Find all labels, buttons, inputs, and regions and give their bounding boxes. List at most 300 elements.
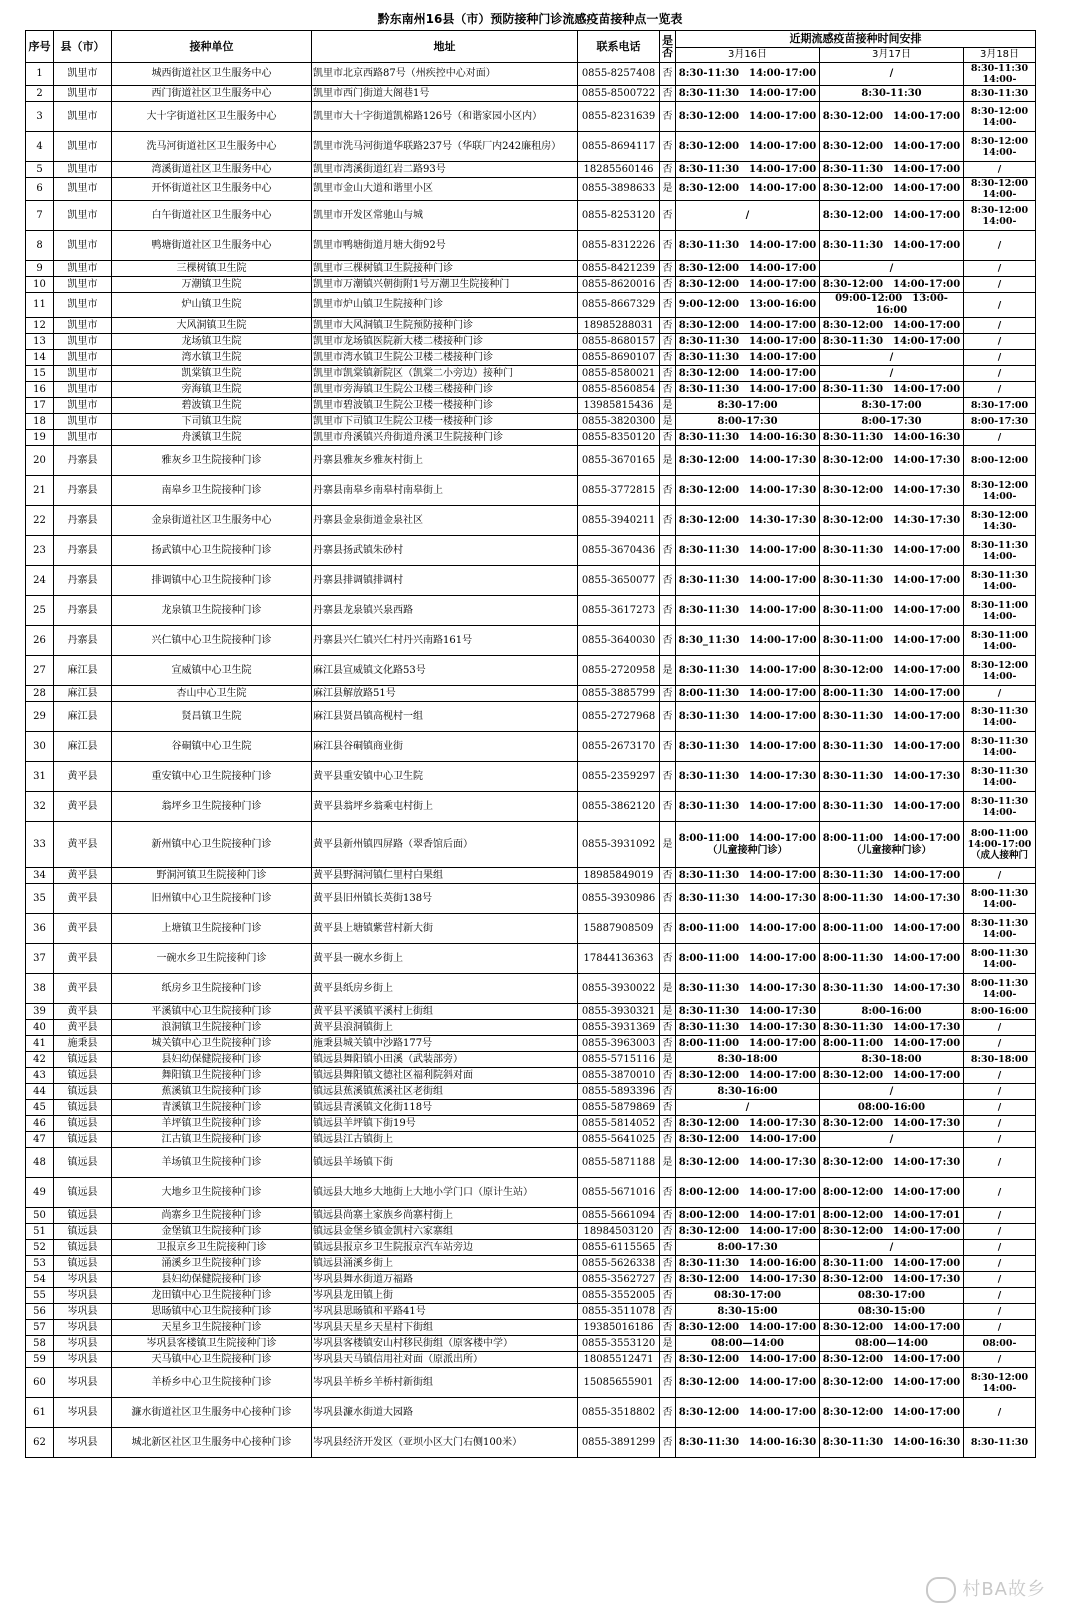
table-row [26, 1036, 1036, 1052]
cell-no: 25 [26, 596, 54, 626]
cell-unit: 羊坪镇卫生院接种门诊 [112, 1116, 312, 1132]
cell-unit: 三棵树镇卫生院 [112, 261, 312, 277]
cell-address: 岑巩县羊桥乡羊桥村新街组 [312, 1368, 578, 1398]
header-date-17: 3月17日 [820, 48, 964, 63]
cell-mar16: 8:30-11:30 14:00-17:00 [676, 566, 820, 596]
cell-phone: 0855-2359297 [578, 762, 660, 792]
cell-mar16: 8:30-11:30 14:00-17:00 [676, 86, 820, 102]
cell-unit: 贤昌镇卫生院 [112, 702, 312, 732]
cell-no: 23 [26, 536, 54, 566]
cell-county: 凯里市 [54, 414, 112, 430]
cell-mar16: 8:30-12:00 14:30-17:30 [676, 506, 820, 536]
cell-mar16: 8:30-11:30 14:00-17:00 [676, 792, 820, 822]
cell-mar16: 8:00-11:00 14:00-17:00（儿童接种门诊） [676, 822, 820, 868]
cell-address: 镇远县涌溪乡街上 [312, 1256, 578, 1272]
cell-mar17: 8:30-12:00 14:00-17:30 [820, 1148, 964, 1178]
table-row [26, 566, 1036, 596]
cell-flag: 是 [660, 414, 676, 430]
cell-mar16: 8:00-11:30 14:00-17:00 [676, 686, 820, 702]
cell-county: 黄平县 [54, 884, 112, 914]
cell-mar17: / [820, 261, 964, 277]
cell-mar16: 8:30-11:30 14:00-17:00 [676, 596, 820, 626]
cell-mar18: 8:00-11:30 14:00- [964, 944, 1036, 974]
cell-flag: 否 [660, 1020, 676, 1036]
cell-flag: 否 [660, 566, 676, 596]
cell-mar18: / [964, 318, 1036, 334]
cell-county: 凯里市 [54, 430, 112, 446]
cell-mar16: 8:30-12:00 14:00-17:00 [676, 1068, 820, 1084]
cell-no: 60 [26, 1368, 54, 1398]
table-row [26, 231, 1036, 261]
cell-flag: 是 [660, 1336, 676, 1352]
cell-county: 黄平县 [54, 1020, 112, 1036]
cell-no: 58 [26, 1336, 54, 1352]
cell-mar17: 8:00-12:00 14:00-17:00 [820, 1178, 964, 1208]
cell-flag: 否 [660, 732, 676, 762]
cell-mar17: 8:30-11:30 14:00-17:00 [820, 536, 964, 566]
cell-mar17: 8:30-11:30 14:00-17:00 [820, 732, 964, 762]
table-row [26, 626, 1036, 656]
cell-mar16: 8:30-12:00 14:00-17:00 [676, 1368, 820, 1398]
cell-address: 麻江县解放路51号 [312, 686, 578, 702]
cell-mar16: 8:30-11:30 14:00-17:30 [676, 762, 820, 792]
cell-no: 26 [26, 626, 54, 656]
cell-mar18: / [964, 1132, 1036, 1148]
cell-address: 丹寨县金泉街道金泉社区 [312, 506, 578, 536]
cell-mar17: / [820, 366, 964, 382]
cell-mar16: 8:30-11:30 14:00-17:00 [676, 732, 820, 762]
cell-unit: 天马镇中心卫生院接种门诊 [112, 1352, 312, 1368]
cell-no: 49 [26, 1178, 54, 1208]
cell-unit: 蕉溪镇卫生院接种门诊 [112, 1084, 312, 1100]
table-row [26, 1368, 1036, 1398]
cell-flag: 否 [660, 1368, 676, 1398]
cell-address: 镇远县金堡乡镇金凯村六家寨组 [312, 1224, 578, 1240]
table-row [26, 178, 1036, 201]
cell-mar16: 8:30-11:30 14:00-17:30 [676, 1004, 820, 1020]
cell-mar18: 8:30-11:00 14:00- [964, 596, 1036, 626]
cell-no: 45 [26, 1100, 54, 1116]
cell-phone: 0855-5641025 [578, 1132, 660, 1148]
cell-address: 镇远县蕉溪镇蕉溪社区老街组 [312, 1084, 578, 1100]
table-row [26, 944, 1036, 974]
cell-mar18: / [964, 1288, 1036, 1304]
cell-flag: 否 [660, 318, 676, 334]
cell-flag: 否 [660, 261, 676, 277]
cell-no: 29 [26, 702, 54, 732]
cell-mar16: 8:30-11:30 14:00-16:00 [676, 1256, 820, 1272]
cell-mar17: 8:00-11:00 14:00-17:00（儿童接种门诊） [820, 822, 964, 868]
cell-mar16: 08:00—14:00 [676, 1336, 820, 1352]
cell-flag: 否 [660, 702, 676, 732]
cell-unit: 西门街道社区卫生服务中心 [112, 86, 312, 102]
cell-mar17: 8:30-11:30 14:00-17:30 [820, 974, 964, 1004]
cell-no: 61 [26, 1398, 54, 1428]
table-body [26, 63, 1036, 1458]
cell-mar18: 8:00-11:30 14:00- [964, 974, 1036, 1004]
cell-no: 27 [26, 656, 54, 686]
cell-mar16: 8:30-16:00 [676, 1084, 820, 1100]
cell-unit: 宣威镇中心卫生院 [112, 656, 312, 686]
cell-mar16: 8:30-12:00 14:00-17:00 [676, 1352, 820, 1368]
cell-mar18: / [964, 1084, 1036, 1100]
cell-no: 1 [26, 63, 54, 86]
cell-mar17: 8:30-18:00 [820, 1052, 964, 1068]
cell-phone: 0855-8312226 [578, 231, 660, 261]
cell-no: 17 [26, 398, 54, 414]
cell-address: 凯里市开发区常驰山与城 [312, 201, 578, 231]
cell-mar17: 8:30-11:30 14:00-17:00 [820, 566, 964, 596]
cell-mar16: 8:30-12:00 14:00-17:00 [676, 1224, 820, 1240]
cell-unit: 南皋乡卫生院接种门诊 [112, 476, 312, 506]
cell-mar18: 8:30-12:00 14:00- [964, 201, 1036, 231]
cell-unit: 炉山镇卫生院 [112, 293, 312, 318]
cell-unit: 翁坪乡卫生院接种门诊 [112, 792, 312, 822]
cell-no: 33 [26, 822, 54, 868]
cell-county: 岑巩县 [54, 1272, 112, 1288]
cell-address: 黄平县新州镇四屏路（翠香馆后面） [312, 822, 578, 868]
cell-mar17: 09:00-12:00 13:00-16:00 [820, 293, 964, 318]
cell-mar18: 8:30-18:00 [964, 1052, 1036, 1068]
cell-no: 43 [26, 1068, 54, 1084]
cell-flag: 否 [660, 506, 676, 536]
cell-mar17: 8:30-11:00 14:00-17:00 [820, 596, 964, 626]
cell-county: 黄平县 [54, 822, 112, 868]
cell-mar17: / [820, 350, 964, 366]
cell-phone: 0855-3670165 [578, 446, 660, 476]
cell-unit: 旁海镇卫生院 [112, 382, 312, 398]
cell-county: 凯里市 [54, 366, 112, 382]
cell-no: 5 [26, 162, 54, 178]
cell-mar17: 8:30-12:00 14:00-17:30 [820, 476, 964, 506]
cell-county: 岑巩县 [54, 1398, 112, 1428]
cell-mar17: 8:00-12:00 14:00-17:01 [820, 1208, 964, 1224]
cell-county: 麻江县 [54, 702, 112, 732]
cell-mar18: 8:30-12:00 14:00- [964, 178, 1036, 201]
cell-county: 凯里市 [54, 231, 112, 261]
cell-unit: 重安镇中心卫生院接种门诊 [112, 762, 312, 792]
cell-flag: 否 [660, 132, 676, 162]
cell-mar16: 8:30-12:00 14:00-17:00 [676, 178, 820, 201]
cell-county: 镇远县 [54, 1132, 112, 1148]
cell-unit: 排调镇中心卫生院接种门诊 [112, 566, 312, 596]
cell-address: 凯里市西门街道大阁巷1号 [312, 86, 578, 102]
table-row [26, 430, 1036, 446]
table-row [26, 293, 1036, 318]
cell-no: 10 [26, 277, 54, 293]
cell-no: 48 [26, 1148, 54, 1178]
cell-unit: 旧州镇中心卫生院接种门诊 [112, 884, 312, 914]
cell-mar16: 8:30-12:00 14:00-17:00 [676, 261, 820, 277]
cell-county: 岑巩县 [54, 1368, 112, 1398]
cell-county: 凯里市 [54, 63, 112, 86]
table-row [26, 446, 1036, 476]
table-row [26, 868, 1036, 884]
cell-address: 麻江县宣威镇文化路53号 [312, 656, 578, 686]
cell-mar16: 8:30-11:30 14:00-17:30 [676, 884, 820, 914]
cell-county: 丹寨县 [54, 476, 112, 506]
cell-no: 51 [26, 1224, 54, 1240]
cell-mar16: 08:30-17:00 [676, 1288, 820, 1304]
cell-unit: 青溪镇卫生院接种门诊 [112, 1100, 312, 1116]
cell-phone: 0855-8620016 [578, 277, 660, 293]
cell-county: 凯里市 [54, 132, 112, 162]
cell-address: 黄平县纸房乡街上 [312, 974, 578, 1004]
cell-address: 镇远县青溪镇文化街118号 [312, 1100, 578, 1116]
cell-county: 黄平县 [54, 762, 112, 792]
cell-no: 56 [26, 1304, 54, 1320]
table-row [26, 102, 1036, 132]
table-row [26, 686, 1036, 702]
cell-mar18: / [964, 1352, 1036, 1368]
cell-county: 岑巩县 [54, 1288, 112, 1304]
cell-mar16: 8:30-18:00 [676, 1052, 820, 1068]
cell-no: 31 [26, 762, 54, 792]
cell-county: 凯里市 [54, 398, 112, 414]
table-row [26, 1428, 1036, 1458]
cell-flag: 否 [660, 63, 676, 86]
table-row [26, 536, 1036, 566]
cell-address: 丹寨县兴仁镇兴仁村丹兴南路161号 [312, 626, 578, 656]
cell-mar18: 8:30-17:00 [964, 398, 1036, 414]
cell-mar18: / [964, 1320, 1036, 1336]
cell-address: 凯里市碧波镇卫生院公卫楼一楼接种门诊 [312, 398, 578, 414]
cell-flag: 否 [660, 1224, 676, 1240]
cell-county: 镇远县 [54, 1148, 112, 1178]
cell-unit: 羊桥乡中心卫生院接种门诊 [112, 1368, 312, 1398]
cell-mar17: 08:00-16:00 [820, 1100, 964, 1116]
cell-mar17: 8:00-11:30 14:00-17:00 [820, 686, 964, 702]
cell-address: 镇远县羊场镇下街 [312, 1148, 578, 1178]
cell-unit: 龙场镇卫生院 [112, 334, 312, 350]
cell-mar16: 8:00-17:30 [676, 1240, 820, 1256]
cell-address: 凯里市大风洞镇卫生院预防接种门诊 [312, 318, 578, 334]
cell-address: 凯里市下司镇卫生院公卫楼一楼接种门诊 [312, 414, 578, 430]
cell-mar17: 8:30-11:30 14:00-17:30 [820, 762, 964, 792]
table-row [26, 350, 1036, 366]
cell-no: 11 [26, 293, 54, 318]
cell-no: 42 [26, 1052, 54, 1068]
cell-no: 16 [26, 382, 54, 398]
wechat-icon [926, 1577, 956, 1603]
cell-phone: 18085512471 [578, 1352, 660, 1368]
cell-mar17: 08:30-17:00 [820, 1288, 964, 1304]
table-row [26, 1208, 1036, 1224]
cell-mar18: 8:30-11:30 14:00- [964, 536, 1036, 566]
cell-mar18: / [964, 1068, 1036, 1084]
cell-flag: 否 [660, 596, 676, 626]
cell-no: 22 [26, 506, 54, 536]
cell-phone: 0855-3931369 [578, 1020, 660, 1036]
watermark [926, 1575, 1046, 1603]
table-row [26, 1084, 1036, 1100]
cell-mar17: 8:30-12:00 14:00-17:30 [820, 446, 964, 476]
cell-mar18: / [964, 1272, 1036, 1288]
cell-flag: 否 [660, 686, 676, 702]
cell-phone: 0855-2673170 [578, 732, 660, 762]
cell-mar18: 8:30-11:30 14:00- [964, 566, 1036, 596]
table-row [26, 822, 1036, 868]
cell-mar16: 8:30_11:30 14:00-17:00 [676, 626, 820, 656]
cell-phone: 0855-8257408 [578, 63, 660, 86]
cell-flag: 是 [660, 822, 676, 868]
cell-mar16: 8:30-12:00 14:00-17:00 [676, 277, 820, 293]
cell-unit: 大地乡卫生院接种门诊 [112, 1178, 312, 1208]
cell-address: 凯里市鸭塘街道月塘大街92号 [312, 231, 578, 261]
header-county: 县（市） [54, 31, 112, 63]
cell-mar17: 8:30-17:00 [820, 398, 964, 414]
cell-no: 41 [26, 1036, 54, 1052]
cell-mar17: 8:30-12:00 14:00-17:00 [820, 132, 964, 162]
cell-unit: 卫报京乡卫生院接种门诊 [112, 1240, 312, 1256]
cell-mar17: 8:30-12:00 14:00-17:00 [820, 1224, 964, 1240]
cell-mar17: 8:30-12:00 14:00-17:30 [820, 1116, 964, 1132]
cell-county: 黄平县 [54, 868, 112, 884]
cell-mar17: 8:30-12:00 14:00-17:00 [820, 102, 964, 132]
cell-flag: 是 [660, 446, 676, 476]
cell-unit: 杏山中心卫生院 [112, 686, 312, 702]
cell-unit: 思旸镇中心卫生院接种门诊 [112, 1304, 312, 1320]
cell-county: 凯里市 [54, 178, 112, 201]
cell-phone: 0855-3518802 [578, 1398, 660, 1428]
table-row [26, 1004, 1036, 1020]
cell-flag: 否 [660, 1288, 676, 1304]
table-row [26, 1100, 1036, 1116]
cell-flag: 否 [660, 1132, 676, 1148]
cell-mar17: / [820, 1132, 964, 1148]
cell-no: 6 [26, 178, 54, 201]
cell-no: 59 [26, 1352, 54, 1368]
table-row [26, 1224, 1036, 1240]
cell-no: 52 [26, 1240, 54, 1256]
cell-no: 19 [26, 430, 54, 446]
cell-address: 镇远县舞阳镇小田溪（武装部旁） [312, 1052, 578, 1068]
cell-address: 凯里市万潮镇兴朝街附1号万潮卫生院接种门 [312, 277, 578, 293]
cell-county: 镇远县 [54, 1068, 112, 1084]
cell-county: 镇远县 [54, 1240, 112, 1256]
cell-phone: 0855-5671016 [578, 1178, 660, 1208]
cell-unit: 万潮镇卫生院 [112, 277, 312, 293]
cell-mar18: / [964, 366, 1036, 382]
table-row [26, 1304, 1036, 1320]
cell-flag: 否 [660, 1428, 676, 1458]
cell-no: 37 [26, 944, 54, 974]
cell-flag: 否 [660, 1240, 676, 1256]
cell-mar17: 8:30-11:00 14:00-17:00 [820, 626, 964, 656]
cell-mar17: 8:30-11:30 14:00-16:30 [820, 1428, 964, 1458]
cell-mar17: 8:30-12:00 14:00-17:00 [820, 277, 964, 293]
cell-address: 岑巩县天马镇信用社对面（原派出所） [312, 1352, 578, 1368]
cell-flag: 否 [660, 1320, 676, 1336]
cell-mar16: 8:30-12:00 14:00-17:30 [676, 1272, 820, 1288]
table-row [26, 86, 1036, 102]
cell-phone: 0855-3562727 [578, 1272, 660, 1288]
cell-county: 凯里市 [54, 102, 112, 132]
cell-unit: 舞阳镇卫生院接种门诊 [112, 1068, 312, 1084]
cell-flag: 否 [660, 382, 676, 398]
cell-unit: 碧波镇卫生院 [112, 398, 312, 414]
cell-county: 麻江县 [54, 686, 112, 702]
cell-address: 凯里市湾水镇卫生院公卫楼二楼接种门诊 [312, 350, 578, 366]
cell-address: 凯里市龙场镇医院新大楼二楼接种门诊 [312, 334, 578, 350]
cell-address: 施秉县城关镇中沙路177号 [312, 1036, 578, 1052]
cell-mar16: 8:30-11:30 14:00-17:00 [676, 350, 820, 366]
cell-phone: 0855-5715116 [578, 1052, 660, 1068]
cell-phone: 13985815436 [578, 398, 660, 414]
cell-mar17: 8:30-12:00 14:00-17:00 [820, 1368, 964, 1398]
cell-address: 黄平县翁坪乡翁乘屯村街上 [312, 792, 578, 822]
cell-no: 21 [26, 476, 54, 506]
document [25, 8, 1035, 1458]
cell-unit: 上塘镇卫生院接种门诊 [112, 914, 312, 944]
cell-phone: 0855-3820300 [578, 414, 660, 430]
cell-mar17: 8:30-11:30 14:00-17:30 [820, 1020, 964, 1036]
cell-mar16: 8:00-12:00 14:00-17:00 [676, 1178, 820, 1208]
cell-phone: 0855-5626338 [578, 1256, 660, 1272]
cell-mar17: 8:30-12:00 14:00-17:00 [820, 1352, 964, 1368]
cell-mar18: / [964, 1304, 1036, 1320]
cell-address: 黄平县旧州镇长英街138号 [312, 884, 578, 914]
cell-unit: 浪洞镇卫生院接种门诊 [112, 1020, 312, 1036]
cell-no: 8 [26, 231, 54, 261]
cell-mar18: 8:30-12:00 14:00- [964, 102, 1036, 132]
cell-address: 黄平县上塘镇紫营村新大街 [312, 914, 578, 944]
cell-county: 镇远县 [54, 1084, 112, 1100]
cell-mar18: 8:00-16:00 [964, 1004, 1036, 1020]
cell-address: 镇远县江古镇街上 [312, 1132, 578, 1148]
cell-flag: 否 [660, 884, 676, 914]
cell-unit: 湾溪街道社区卫生服务中心 [112, 162, 312, 178]
cell-mar16: 8:30-11:30 14:00-17:30 [676, 974, 820, 1004]
cell-mar17: 8:30-11:30 14:00-17:00 [820, 231, 964, 261]
header-date-16: 3月16日 [676, 48, 820, 63]
cell-no: 40 [26, 1020, 54, 1036]
cell-mar18: 8:30-12:00 14:00- [964, 476, 1036, 506]
cell-mar17: 8:30-12:00 14:00-17:00 [820, 318, 964, 334]
cell-county: 丹寨县 [54, 596, 112, 626]
cell-flag: 否 [660, 162, 676, 178]
cell-phone: 0855-8580021 [578, 366, 660, 382]
cell-mar17: 8:30-11:30 14:00-17:00 [820, 868, 964, 884]
cell-mar18: 8:30-11:30 14:00- [964, 914, 1036, 944]
cell-phone: 0855-8667329 [578, 293, 660, 318]
cell-mar17: 8:30-11:30 14:00-16:30 [820, 430, 964, 446]
table-row [26, 762, 1036, 792]
cell-address: 丹寨县排调镇排调村 [312, 566, 578, 596]
cell-address: 凯里市旁海镇卫生院公卫楼三楼接种门诊 [312, 382, 578, 398]
cell-mar16: / [676, 201, 820, 231]
cell-flag: 否 [660, 1352, 676, 1368]
header-unit: 接种单位 [112, 31, 312, 63]
cell-flag: 是 [660, 1004, 676, 1020]
cell-mar18: / [964, 382, 1036, 398]
cell-flag: 否 [660, 792, 676, 822]
cell-unit: 县妇幼保健院接种门诊 [112, 1272, 312, 1288]
cell-phone: 0855-3963003 [578, 1036, 660, 1052]
cell-county: 岑巩县 [54, 1336, 112, 1352]
cell-phone: 0855-8253120 [578, 201, 660, 231]
cell-unit: 一碗水乡卫生院接种门诊 [112, 944, 312, 974]
cell-mar16: 8:30-12:00 14:00-17:00 [676, 318, 820, 334]
cell-no: 14 [26, 350, 54, 366]
cell-flag: 否 [660, 1068, 676, 1084]
cell-county: 黄平县 [54, 944, 112, 974]
cell-phone: 17844136363 [578, 944, 660, 974]
cell-mar16: 8:30-11:30 14:00-17:00 [676, 656, 820, 686]
cell-county: 凯里市 [54, 350, 112, 366]
table-row [26, 1148, 1036, 1178]
header-date-18: 3月18日 [964, 48, 1036, 63]
